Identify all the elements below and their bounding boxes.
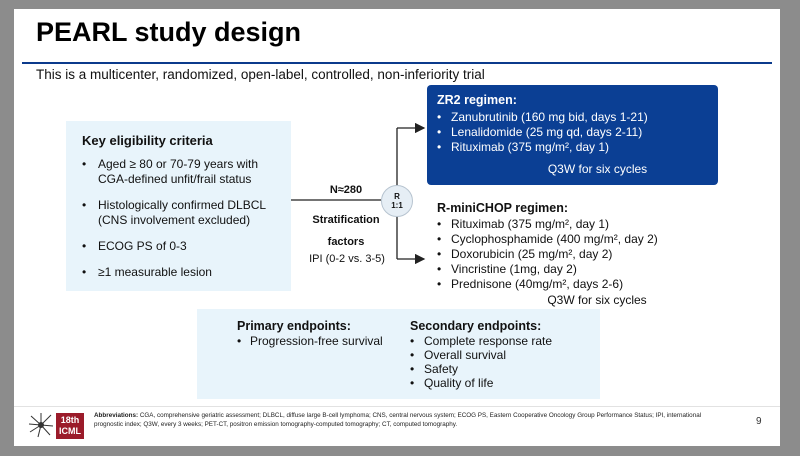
randomization-r: R [394,192,400,201]
eligibility-box [66,121,291,291]
randomization-circle [381,185,413,217]
primary-endpoints-list [237,334,383,348]
rminichop-heading: R-miniCHOP regimen: [437,201,569,215]
list-item: • Overall survival [410,348,552,362]
list-item: • Histologically confirmed DLBCL (CNS involvement excluded) [82,198,282,228]
zr2-regimen-box [427,85,718,185]
randomization-ratio: 1:1 [391,201,403,210]
list-item: • Prednisone (40mg/m², days 2-6) [437,277,727,292]
list-item: • Safety [410,362,552,376]
list-item: • Aged ≥ 80 or 70-79 years with CGA-defined unfit/frail status [82,157,282,187]
list-item: • Rituximab (375 mg/m², day 1) [437,140,712,155]
icml-logo [28,412,86,440]
footer-divider [14,406,780,407]
slide-subtitle: This is a multicenter, randomized, open-label, controlled, non-inferiority trial [36,67,485,82]
zr2-list [437,110,712,155]
ipi-label: IPI (0-2 vs. 3-5) [309,253,385,265]
logo-network-icon [28,412,54,438]
rminichop-cycle-text: Q3W for six cycles [547,293,647,307]
slide-title: PEARL study design [36,17,302,47]
list-item: • Cyclophosphamide (400 mg/m², day 2) [437,232,727,247]
list-item: • Rituximab (375 mg/m², day 1) [437,217,727,232]
list-item: • Zanubrutinib (160 mg bid, days 1-21) [437,110,712,125]
stratification-label [306,209,386,253]
secondary-endpoints-heading: Secondary endpoints: [410,319,542,333]
list-item: • Complete response rate [410,334,552,348]
secondary-endpoints-list [410,334,552,390]
list-item: • Quality of life [410,376,552,390]
logo-text [56,413,84,439]
primary-endpoints-heading: Primary endpoints: [237,319,351,333]
logo-name: ICML [59,426,81,436]
stratification-line-2: factors [327,236,365,248]
primary-endpoints [237,319,383,348]
slide [14,9,780,446]
logo-edition: 18th [60,415,80,425]
page-number: 9 [756,416,762,427]
zr2-heading: ZR2 regimen: [437,93,517,107]
list-item: • Vincristine (1mg, day 2) [437,262,727,277]
list-item: • ECOG PS of 0-3 [82,239,282,254]
list-item: • Progression-free survival [237,334,383,348]
eligibility-heading: Key eligibility criteria [82,133,213,148]
abbreviations-text: CGA, comprehensive geriatric assessment; DLBCL, diffuse large B-cell lymphoma; CNS, central nervous system; ECOG PS, Eastern Cooperative Oncology Group Performance Status; IPI, international prognostic index; Q3W, every 3 weeks; PET-CT, positron emission tomography-computed tomography; CT, computed tomography. [94,412,702,428]
list-item: • Doxorubicin (25 mg/m², day 2) [437,247,727,262]
list-item: • ≥1 measurable lesion [82,265,282,280]
endpoints-box [197,309,600,399]
stratification-line-1: Stratification [312,214,380,226]
abbreviations-label: Abbreviations: [94,412,139,419]
abbreviations-footnote [94,412,714,429]
sample-size-label: N≈280 [329,184,363,196]
secondary-endpoints [410,319,552,390]
rminichop-list [437,217,727,292]
eligibility-list [82,157,282,291]
rminichop-regimen-box [427,195,727,305]
list-item: • Lenalidomide (25 mg qd, days 2-11) [437,125,712,140]
zr2-cycle-text: Q3W for six cycles [547,162,648,176]
